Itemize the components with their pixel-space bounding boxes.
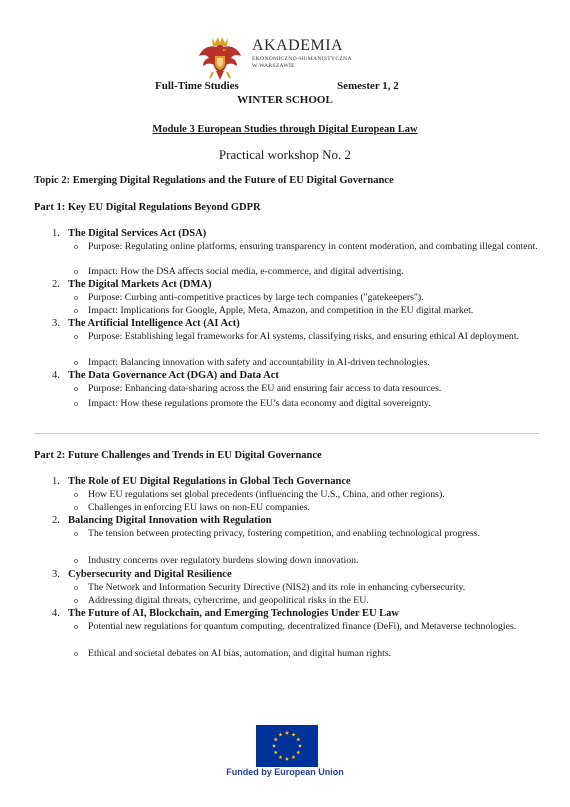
list-item: 4. The Data Governance Act (DGA) and Data Act	[52, 370, 279, 381]
list-item: 2. Balancing Digital Innovation with Regulation	[52, 515, 272, 526]
divider	[34, 433, 539, 434]
list-item: 1. The Digital Services Act (DSA)	[52, 228, 207, 239]
logo-subtitle: EKONOMICZNO-HUMANISTYCZNA	[252, 56, 352, 62]
sub-item: o Industry concerns over regulatory burdens slowing down innovation.	[74, 555, 359, 566]
sub-item: o Purpose: Establishing legal frameworks for AI systems, classifying risks, and ensuring ethical AI deployment.	[74, 331, 519, 342]
sub-item: o Purpose: Regulating online platforms, ensuring transparency in content moderation, and combating illegal content.	[74, 241, 538, 252]
semester: Semester 1, 2	[337, 80, 399, 92]
sub-item: o Impact: How the DSA affects social media, e-commerce, and digital advertising.	[74, 266, 404, 277]
topic-heading: Topic 2: Emerging Digital Regulations and the Future of EU Digital Governance	[34, 175, 394, 186]
sub-item: o Challenges in enforcing EU laws on non-EU companies.	[74, 502, 311, 513]
part1-heading: Part 1: Key EU Digital Regulations Beyond GDPR	[34, 202, 261, 213]
module-title: Module 3 European Studies through Digital European Law	[152, 124, 418, 135]
sub-item: o Purpose: Enhancing data-sharing across the EU and ensuring fair access to data resources.	[74, 383, 442, 394]
eagle-crest-icon	[196, 34, 244, 82]
list-item: 1. The Role of EU Digital Regulations in Global Tech Governance	[52, 476, 351, 487]
sub-item: o Addressing digital threats, cybercrime, and geopolitical risks in the EU.	[74, 595, 369, 606]
list-item: 2. The Digital Markets Act (DMA)	[52, 279, 212, 290]
sub-item: o Impact: Implications for Google, Apple, Meta, Amazon, and competition in the EU digital market.	[74, 305, 474, 316]
sub-item: o How EU regulations set global precedents (influencing the U.S., China, and other regions).	[74, 489, 445, 500]
sub-item: o Purpose: Curbing anti-competitive practices by large tech companies ("gatekeepers").	[74, 292, 424, 303]
university-logo	[196, 34, 376, 82]
sub-item: o The Network and Information Security Directive (NIS2) and its role in enhancing cybersecurity.	[74, 582, 466, 593]
sub-item: o The tension between protecting privacy, fostering competition, and enabling technological progress.	[74, 528, 480, 539]
workshop-title: Practical workshop No. 2	[218, 147, 352, 162]
sub-item: o Ethical and societal debates on AI bias, automation, and digital human rights.	[74, 648, 392, 659]
sub-item: o Potential new regulations for quantum computing, decentralized finance (DeFi), and Metaverse technologies.	[74, 621, 517, 632]
sub-item: o Impact: Balancing innovation with safety and accountability in AI-driven technologies.	[74, 357, 430, 368]
part2-heading: Part 2: Future Challenges and Trends in EU Digital Governance	[34, 450, 322, 461]
logo-city: W WARSZAWIE	[252, 63, 295, 69]
list-item: 4. The Future of AI, Blockchain, and Emerging Technologies Under EU Law	[52, 608, 399, 619]
list-item: 3. The Artificial Intelligence Act (AI Act)	[52, 318, 240, 329]
list-item: 3. Cybersecurity and Digital Resilience	[52, 569, 232, 580]
logo-name: AKADEMIA	[252, 37, 344, 54]
sub-item: o Impact: How these regulations promote the EU’s data economy and digital sovereignty.	[74, 398, 431, 409]
study-mode: Full-Time Studies	[155, 80, 239, 92]
funded-by-label: Funded by European Union	[226, 767, 344, 777]
school-name: WINTER SCHOOL	[237, 94, 333, 106]
eu-flag-icon	[256, 725, 318, 767]
